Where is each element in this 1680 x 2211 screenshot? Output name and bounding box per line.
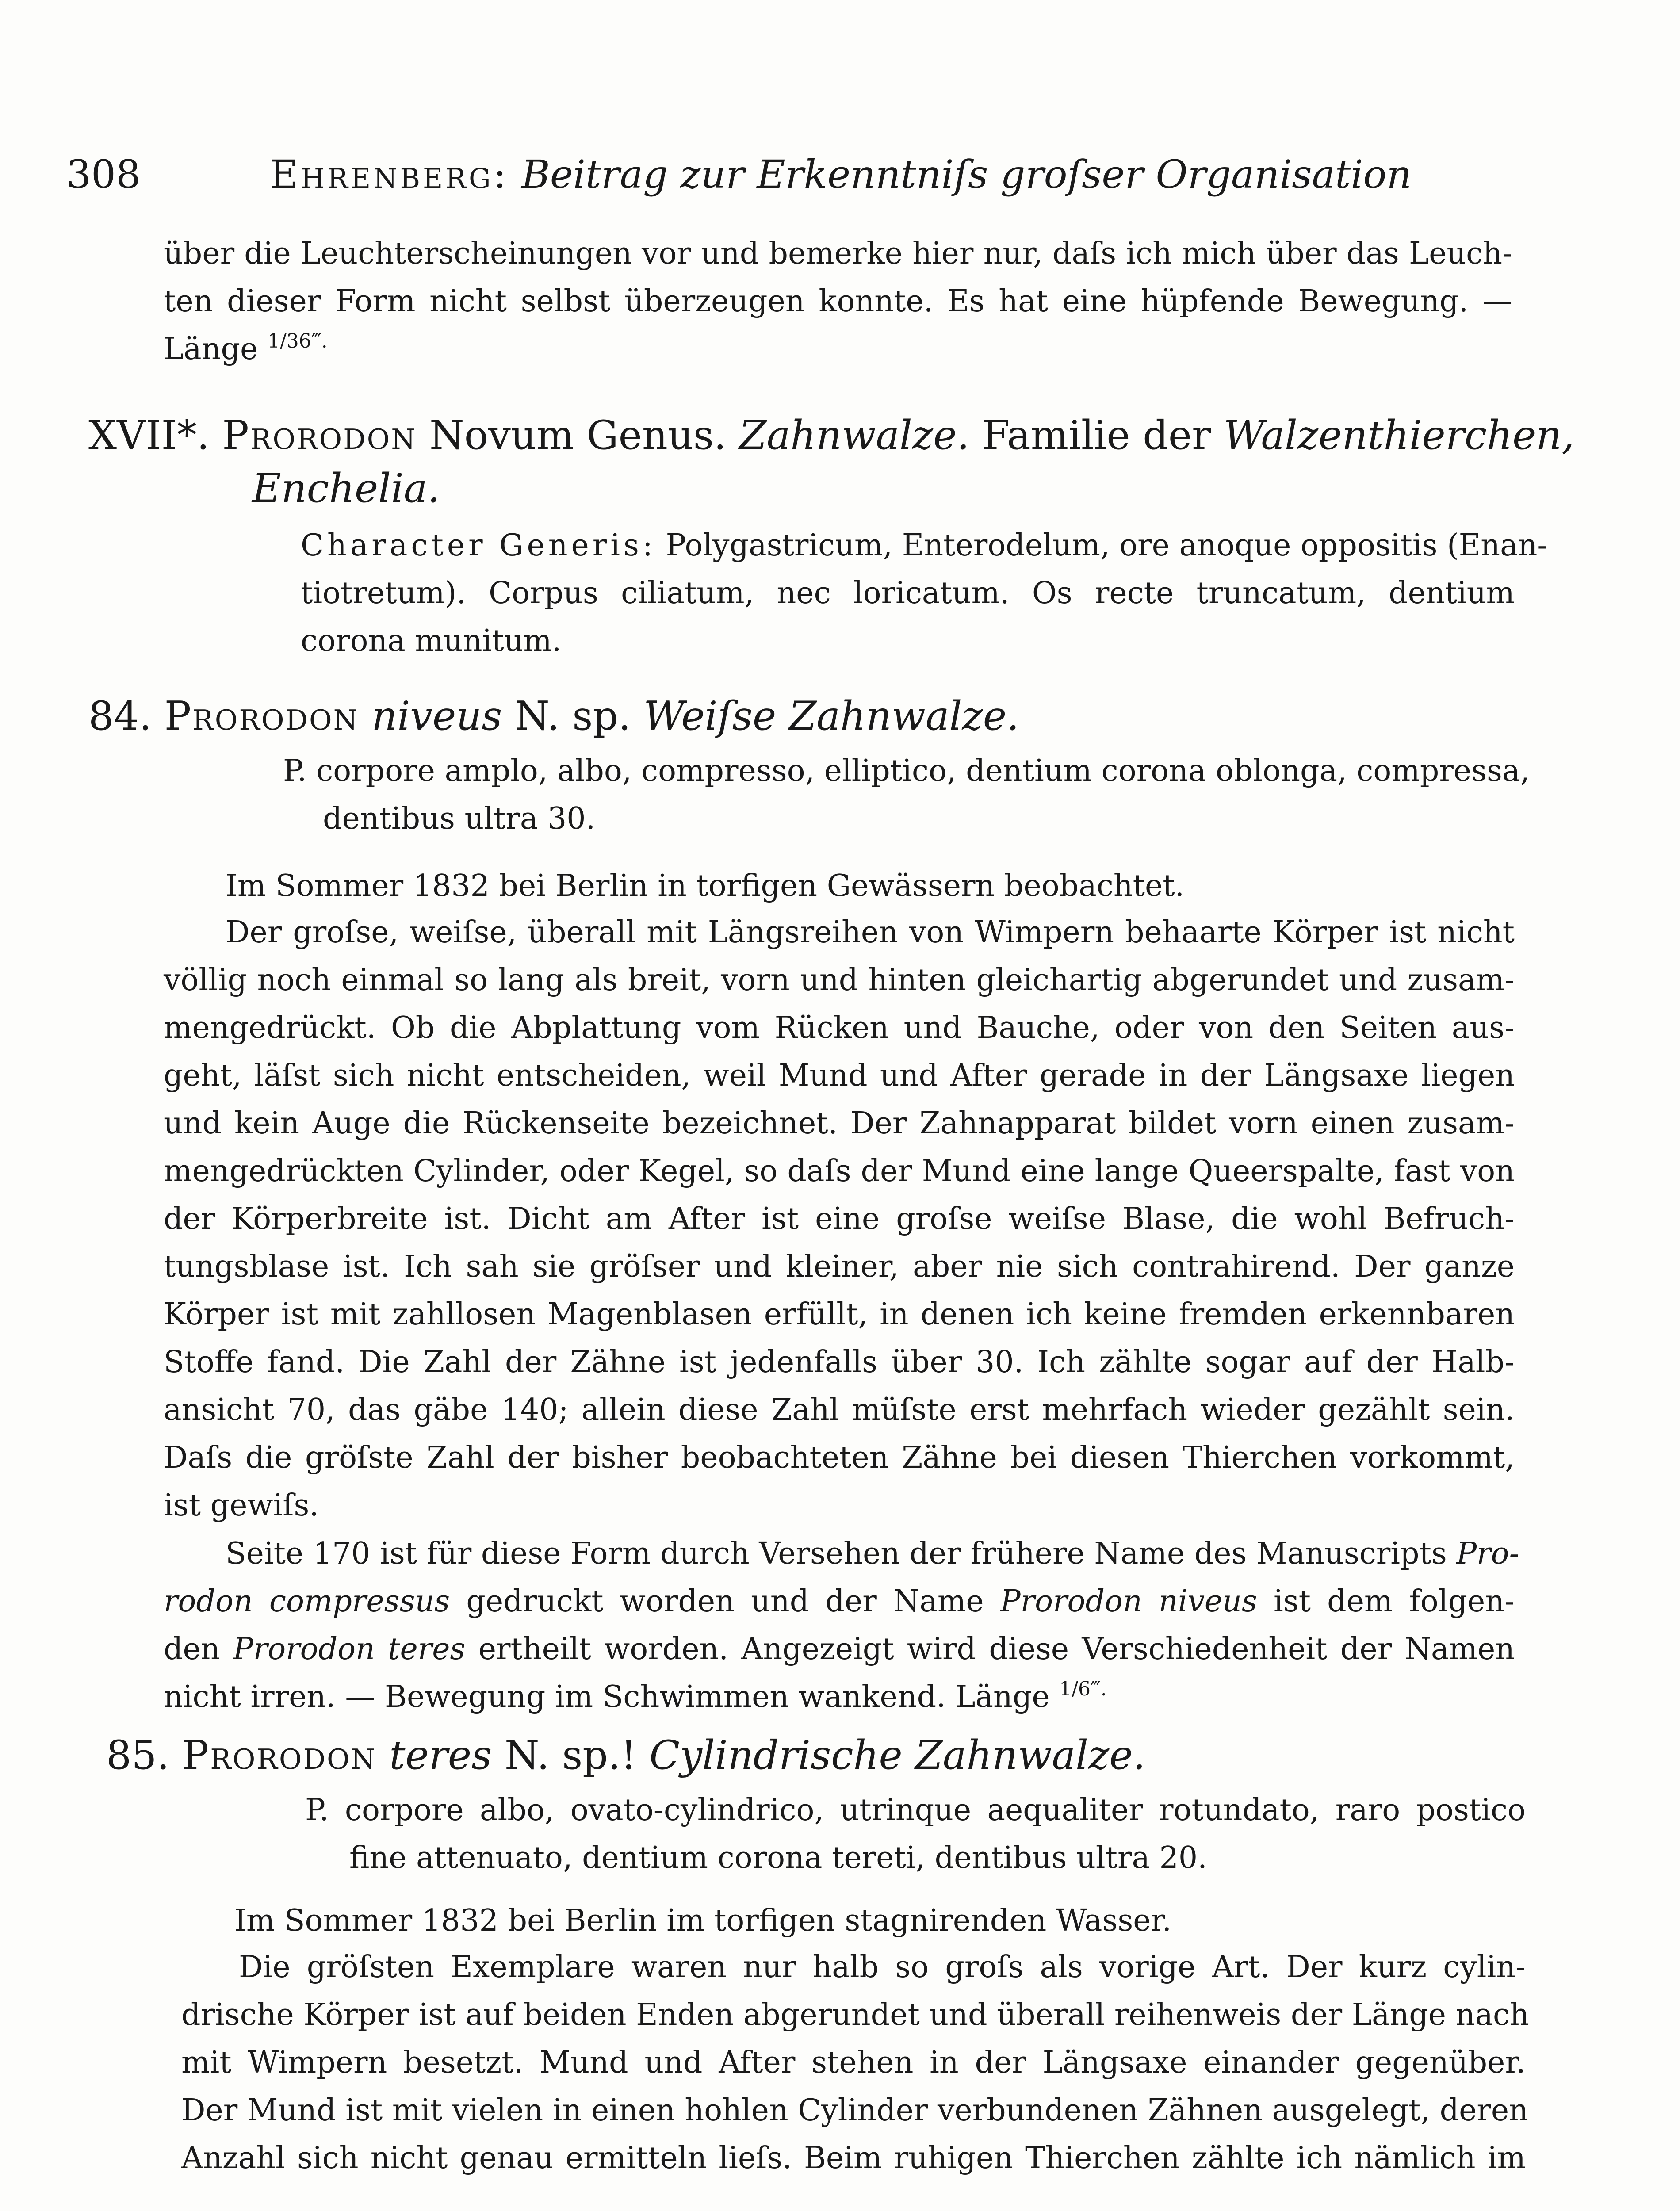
species-genus: Prorodon [182, 1732, 377, 1779]
text-line: ansicht 70, das gäbe 140; allein diese Zahl müſste erst mehrfach wieder gezählt sein. [164, 1392, 1515, 1427]
species-84-description [164, 909, 1515, 1530]
header-title: Beitrag zur Erkenntniſs groſser Organisation [521, 152, 1412, 197]
species-title-line [88, 690, 1526, 743]
text-line: drische Körper ist auf beiden Enden abgerundet und überall reihenweis der Länge nach [181, 1997, 1529, 2032]
species-german-name: Cylindrische Zahnwalze. [649, 1732, 1146, 1779]
species-84-heading [88, 690, 1526, 743]
text-line: Im Sommer 1832 bei Berlin im torfigen stagnirenden Wasser. [234, 1903, 1172, 1938]
genus-name: Prorodon [222, 412, 417, 459]
genus-familie-label: Familie der [982, 412, 1211, 459]
text-line: Körper ist mit zahllosen Magenblasen erfüllt, in denen ich keine fremden erkennbaren [164, 1297, 1515, 1332]
genus-family-name: Walzenthierchen, [1223, 412, 1574, 459]
species-85-heading [106, 1729, 1521, 1782]
text-line: den Prorodon teres ertheilt worden. Angezeigt wird diese Verschiedenheit der Namen [164, 1632, 1515, 1667]
text-line: und kein Auge die Rückenseite bezeichnet. Der Zahnapparat bildet vorn einen zusam- [164, 1106, 1515, 1141]
text-line: völlig noch einmal so lang als breit, vorn und hinten gleichartig abgerundet und zusam- [164, 963, 1515, 998]
text-line: mengedrückten Cylinder, oder Kegel, so daſs der Mund eine lange Queerspalte, fast von [164, 1154, 1515, 1189]
species-number: 84. [88, 693, 152, 739]
text-line: Der groſse, weiſse, überall mit Längsreihen von Wimpern behaarte Körper ist nicht [226, 915, 1515, 950]
text-line: dentibus ultra 30. [323, 801, 596, 836]
genus-title-line [88, 409, 1574, 462]
text-line: mengedrückt. Ob die Abplattung vom Rücken und Bauche, oder von den Seiten aus- [164, 1010, 1515, 1045]
genus-enchelia: Enchelia. [252, 465, 440, 512]
species-nsp: N. sp. [515, 693, 631, 739]
species-number: 85. [106, 1732, 170, 1779]
species-epithet: teres [389, 1732, 492, 1779]
character-generis [301, 522, 1548, 665]
species-85-description [181, 1943, 1529, 2182]
running-header [66, 146, 1526, 208]
text-line: rodon compressus gedruckt worden und der Name Prorodon niveus ist dem folgen- [164, 1584, 1515, 1619]
text-line: ten dieser Form nicht selbst überzeugen konnte. Es hat eine hüpfende Bewegung. — [164, 284, 1512, 319]
genus-heading [88, 409, 1574, 515]
genus-german-name: Zahnwalze. [739, 412, 970, 459]
length-fraction: 1/6‴. [1059, 1678, 1107, 1700]
text-line: Daſs die gröſste Zahl der bisher beobachteten Zähne bei diesen Thierchen vorkommt, [164, 1440, 1515, 1475]
length-label: Länge [164, 332, 268, 367]
species-84-observed [226, 862, 1508, 910]
length-fraction: 1/36‴. [267, 330, 328, 352]
text-line: mit Wimpern besetzt. Mund und After stehen in der Längsaxe einander gegenüber. [181, 2045, 1526, 2080]
species-german-name: Weiſse Zahnwalze. [643, 693, 1019, 739]
text-line: P. corpore albo, ovato-cylindrico, utrinque aequaliter rotundato, raro postico [305, 1793, 1526, 1828]
text-line: Die gröſsten Exemplare waren nur halb so groſs als vorige Art. Der kurz cylin- [239, 1950, 1526, 1985]
text-line: Im Sommer 1832 bei Berlin in torfigen Gewässern beobachtet. [226, 868, 1185, 903]
text-line: corona munitum. [301, 624, 562, 658]
species-epithet: niveus [371, 693, 502, 739]
species-84-note [164, 1530, 1519, 1721]
text-line: nicht irren. — Bewegung im Schwimmen wankend. Länge 1/6‴. [164, 1678, 1107, 1714]
text-line: der Körperbreite ist. Dicht am After ist eine groſse weiſse Blase, die wohl Befruch- [164, 1201, 1515, 1236]
species-85-diagnosis [305, 1786, 1526, 1882]
character-label: Character Generis: [301, 528, 656, 563]
text-line: P. corpore amplo, albo, compresso, elliptico, dentium corona oblonga, compressa, [283, 754, 1530, 788]
text-line: fine attenuato, dentium corona tereti, dentibus ultra 20. [349, 1840, 1207, 1875]
text-line: Anzahl sich nicht genau ermitteln lieſs. Beim ruhigen Thierchen zählte ich nämlich im [181, 2141, 1526, 2176]
text-line: Stoffe fand. Die Zahl der Zähne ist jedenfalls über 30. Ich zählte sogar auf der Halb- [164, 1345, 1515, 1380]
text-line: tiotretum). Corpus ciliatum, nec loricatum. Os recte truncatum, dentium [301, 576, 1515, 611]
text-line: ist gewiſs. [164, 1488, 319, 1523]
text-line: Der Mund ist mit vielen in einen hohlen Cylinder verbundenen Zähnen ausgelegt, deren [181, 2093, 1528, 2128]
intro-paragraph [164, 230, 1512, 373]
text-line: Character Generis: Polygastricum, Enterodelum, ore anoque oppositis (Enan- [301, 528, 1548, 563]
species-84-diagnosis [283, 747, 1530, 843]
species-title-line [106, 1729, 1521, 1782]
text-line [164, 325, 1512, 373]
species-nsp: N. sp.! [504, 1732, 637, 1779]
text-line: Seite 170 ist für diese Form durch Versehen der frühere Name des Manuscripts Pro- [226, 1536, 1519, 1571]
genus-novum: Novum Genus. [429, 412, 727, 459]
text-line: über die Leuchterscheinungen vor und bemerke hier nur, daſs ich mich über das Leuch- [164, 236, 1512, 271]
header-author: Ehrenberg: [270, 152, 509, 197]
text-line: geht, läſst sich nicht entscheiden, weil Mund und After gerade in der Längsaxe liegen [164, 1058, 1515, 1093]
genus-number: XVII*. [88, 412, 210, 459]
page-number: 308 [66, 152, 141, 197]
species-85-observed [234, 1897, 1517, 1945]
text-line: tungsblase ist. Ich sah sie gröſser und kleiner, aber nie sich contrahirend. Der ganze [164, 1249, 1515, 1284]
species-genus: Prorodon [164, 693, 359, 739]
